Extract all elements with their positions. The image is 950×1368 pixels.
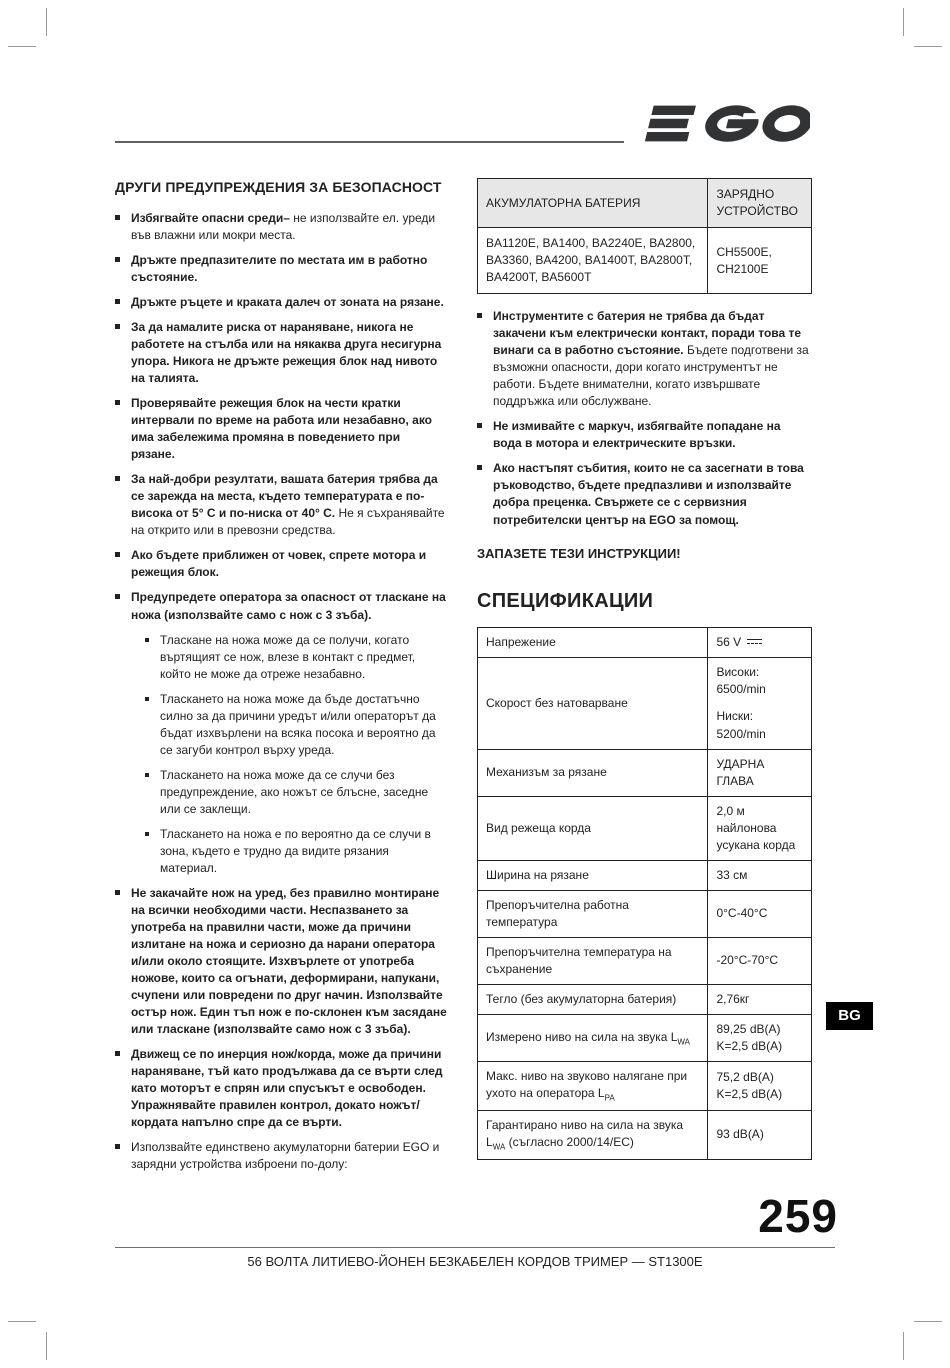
safety-bullet [115, 294, 447, 311]
safety-bullet [477, 460, 812, 528]
battery-table-row [478, 228, 812, 294]
safety-bullet [115, 1139, 447, 1173]
spec-label: Механизъм за рязане [478, 749, 708, 796]
safety-bullet [115, 885, 447, 1038]
bullet-text: Дръжте ръцете и краката далеч от зоната на рязане. [131, 295, 444, 309]
bullet-icon [115, 294, 131, 311]
bullet-icon [115, 589, 131, 623]
spec-value: 56 V [708, 628, 812, 658]
safety-bullet [115, 547, 447, 581]
bullet-icon [115, 210, 131, 244]
safety-bullet [115, 252, 447, 286]
content-columns [115, 178, 812, 1181]
spec-value: 33 см [708, 860, 812, 890]
spec-value: УДАРНА ГЛАВА [708, 749, 812, 796]
bullet-icon [115, 319, 131, 387]
spec-row-voltage [478, 628, 812, 658]
header-rule [115, 141, 624, 143]
spec-row-cutting-mechanism [478, 749, 812, 796]
spec-row-sound-pressure [478, 1061, 812, 1110]
bullet-text: Използвайте единствено акумулаторни батерии EGO и зарядни устройства изброени по-долу: [131, 1140, 440, 1172]
safety-sub-bullet [145, 826, 447, 877]
spec-label: Скорост без натоварване [478, 658, 708, 749]
bullet-text: Инструментите с батерия не трябва да бъдат закачени към електрически контакт, поради това те винаги са в работно състояние. Бъдете подготвени за възможни опасности, дори когато инструментът не работи. Бъдете внимателни, когато извършвате поддръжка или обслужване. [493, 309, 809, 409]
battery-models-cell: BA1120E, BA1400, BA2240E, BA2800, BA3360, BA4200, BA1400T, BA2800T, BA4200T, BA5600T [478, 228, 708, 294]
charger-models-cell: CH5500E, CH2100E [708, 228, 812, 294]
bullet-icon [115, 252, 131, 286]
spec-value: 2,76кг [708, 984, 812, 1014]
spec-label: Макс. ниво на звуково налягане при ухото на оператора $L_{PA}$ [478, 1061, 708, 1110]
bullet-icon [145, 767, 160, 818]
bullet-text: Тласкането на ножа е по вероятно да се случи в зона, където е трудно да видите рязания материал. [160, 826, 431, 875]
bullet-text: Движещ се по инерция нож/корда, може да причини нараняване, тъй като продължава да се върти след като моторът е спрян или спусъкът е освободен. Упражнявайте правилен контрол, докато ножът/кордата напълно спре да се върти. [131, 1047, 443, 1130]
footer-text: 56 ВОЛТА ЛИТИЕВО-ЙОНЕН БЕЗКАБЕЛЕН КОРДОВ ТРИМЕР — ST1300E [247, 1254, 703, 1269]
crop-mark [903, 1332, 904, 1360]
spec-value: Високи: 6500/min Ниски: 5200/min [708, 658, 812, 749]
spec-row-line-type [478, 796, 812, 860]
spec-value: 2,0 м найлонова усукана корда [708, 796, 812, 860]
spec-label: Препоръчителна температура на съхранение [478, 937, 708, 984]
bullet-text: За да намалите риска от нараняване, никога не работете на стълба или на някаква друга несигурна упора. Никога не дръжте режещия блок над нивото на талията. [131, 320, 442, 386]
crop-mark [8, 1321, 36, 1322]
crop-mark [46, 1332, 47, 1360]
spec-row-weight [478, 984, 812, 1014]
spec-label: Ширина на рязане [478, 860, 708, 890]
spec-row-storage-temperature [478, 937, 812, 984]
spec-label: Препоръчителна работна температура [478, 890, 708, 937]
footer-rule [115, 1247, 835, 1248]
ego-logo [626, 103, 810, 144]
bullet-icon [145, 691, 160, 759]
charger-column-header: ЗАРЯДНО УСТРОЙСТВО [708, 179, 812, 228]
bullet-text: Ако настъпят събития, които не са засегнати в това ръководство, бъдете предпазливи и използвайте добра преценка. Свържете се с сервизния потребителски център на EGO за помощ. [493, 461, 804, 527]
spec-label: Гарантирано ниво на сила на звука $L_{WA}$ (съгласно 2000/14/EC) [478, 1110, 708, 1159]
bullet-text: Не измивайте с маркуч, избягвайте попадане на вода в мотора и електрическите връзки. [493, 419, 781, 451]
battery-table-header-row [478, 179, 812, 228]
spec-table [477, 627, 812, 1159]
dc-symbol-icon [747, 639, 762, 644]
battery-charger-table [477, 178, 812, 294]
bullet-icon [477, 418, 493, 452]
bullet-icon [115, 395, 131, 463]
bullet-text: Тласкане на ножа може да се получи, когато въртящият се нож, влезе в контакт с предмет, който не може да отреже незабавно. [160, 632, 416, 681]
bullet-icon [477, 308, 493, 410]
bullet-text: Проверявайте режещия блок на чести кратки интервали по време на работа или незабавно, ако има забележима промяна в поведението при рязане. [131, 396, 433, 462]
bullet-icon [115, 1139, 131, 1173]
spec-label: Измерено ниво на сила на звука $L_{WA}$ [478, 1014, 708, 1061]
crop-mark [46, 8, 47, 36]
bullet-icon [145, 632, 160, 683]
spec-value: -20°C-70°C [708, 937, 812, 984]
safety-bullet [477, 418, 812, 452]
spec-row-operating-temperature [478, 890, 812, 937]
safety-bullet [115, 589, 447, 623]
bullet-text: Тласкането на ножа може да се случи без предупреждение, ако ножът се блъсне, заседне или се заклещи. [160, 767, 429, 816]
crop-mark [8, 46, 36, 47]
safety-sub-bullet [145, 632, 447, 683]
safety-heading: ДРУГИ ПРЕДУПРЕЖДЕНИЯ ЗА БЕЗОПАСНОСТ [115, 179, 442, 195]
bullet-text: Тласкането на ножа може да бъде достатъчно силно за да причини уредът и/или операторът да бъдат изхвърлени на всяка посока и вероятно да се загуби контрол върху уреда. [160, 691, 436, 757]
spec-row-cutting-width [478, 860, 812, 890]
language-badge: BG [826, 1002, 873, 1030]
spec-row-measured-sound-power [478, 1014, 812, 1061]
safety-sub-bullet [145, 767, 447, 818]
crop-mark [914, 1321, 942, 1322]
safety-bullet [115, 471, 447, 539]
blade-thrust-sublist [145, 632, 447, 877]
safety-bullet [115, 210, 447, 244]
safety-bullet [115, 1046, 447, 1131]
save-instructions-note: ЗАПАЗЕТЕ ТЕЗИ ИНСТРУКЦИИ! [477, 545, 681, 561]
specifications-heading: СПЕЦИФИКАЦИИ [477, 589, 654, 612]
bullet-text: Не закачайте нож на уред, без правилно монтиране на всички необходими части. Неспазването за употреба на правилни части, може да причини излитане на ножа и сериозно да нарани оператора и/или около стоящите. Изхвърлете от употреба ножове, които са огънати, деформирани, напукани, счупени или повредени по друг начин. Използвайте остър нож. Един тъп нож е по-склонен към засядане или тласкане (използвайте само нож с 3 зъба). [131, 885, 447, 1037]
bullet-text: За най-добри резултати, вашата батерия трябва да се зарежда на места, където температурата е по-висока от 5° C и по-ниска от 40° C. Не я съхранявайте на открито или в превозни средства. [131, 472, 445, 538]
bullet-icon [115, 547, 131, 581]
page-number: 259 [758, 1190, 838, 1242]
crop-mark [914, 46, 942, 47]
bullet-icon [115, 885, 131, 1038]
spec-row-no-load-speed [478, 658, 812, 749]
bullet-text: Дръжте предпазителите по местата им в работно състояние. [131, 252, 428, 284]
bullet-icon [115, 471, 131, 539]
safety-bullet [477, 308, 812, 410]
safety-sub-bullet [145, 691, 447, 759]
battery-column-header: АКУМУЛАТОРНА БАТЕРИЯ [478, 179, 708, 228]
right-column [477, 178, 812, 1181]
bullet-text: Избягвайте опасни среди– не използвайте ел. уреди във влажни или мокри места. [131, 210, 436, 242]
bullet-icon [145, 826, 160, 877]
spec-value: 93 dB(A) [708, 1110, 812, 1159]
spec-label: Напрежение [478, 628, 708, 658]
bullet-icon [477, 460, 493, 528]
bullet-text: Предупредете оператора за опасност от тласкане на ножа (използвайте само с нож с 3 зъба). [131, 590, 446, 622]
spec-value: 75,2 dB(A) K=2,5 dB(A) [708, 1061, 812, 1110]
bullet-icon [115, 1046, 131, 1131]
safety-bullet [115, 395, 447, 463]
spec-row-guaranteed-sound-power [478, 1110, 812, 1159]
safety-bullet [115, 319, 447, 387]
bullet-text: Ако бъдете приближен от човек, спрете мотора и режещия блок. [131, 548, 427, 580]
spec-value: 0°C-40°C [708, 890, 812, 937]
spec-label: Тегло (без акумулаторна батерия) [478, 984, 708, 1014]
spec-value: 89,25 dB(A) K=2,5 dB(A) [708, 1014, 812, 1061]
spec-label: Вид режеща корда [478, 796, 708, 860]
crop-mark [903, 8, 904, 36]
left-column [115, 178, 447, 1181]
